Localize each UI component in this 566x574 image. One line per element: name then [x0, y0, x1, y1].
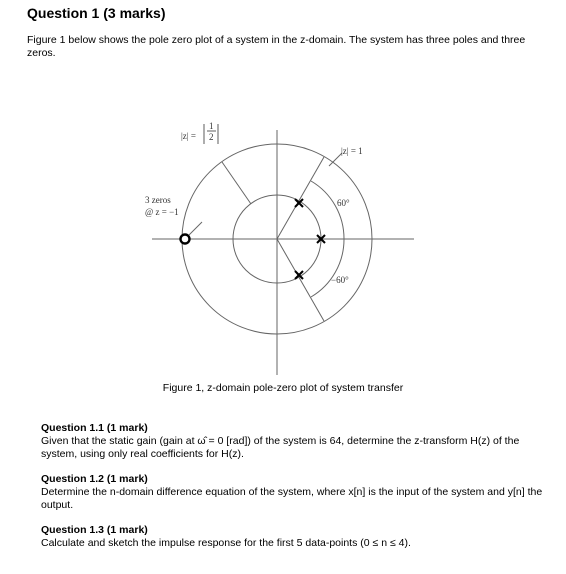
half-circle-label-numerator: 1: [209, 121, 214, 131]
question-1-1-heading: Question 1.1 (1 mark): [41, 422, 148, 434]
angle-label-upper: 60°: [337, 198, 350, 208]
half-circle-label: |z| =: [181, 131, 196, 141]
leader-half-circle: [222, 162, 251, 204]
question-1-3-heading: Question 1.3 (1 mark): [41, 524, 148, 536]
angle-arc-lower: [311, 239, 344, 297]
radial-line-upper: [277, 157, 324, 239]
question-1-3: [41, 524, 546, 550]
question-1-1-text: Given that the static gain (gain at ω̂ = 0 [rad]) of the system is 64, determine the z-transform H(z) of the system, using only real coefficients for H(z).: [41, 435, 520, 460]
question-title: Question 1 (3 marks): [27, 5, 166, 21]
radial-line-lower: [277, 239, 324, 321]
question-1-1: [41, 422, 546, 461]
zero-marker: [181, 235, 190, 244]
angle-label-lower: −60°: [331, 275, 349, 285]
question-1-2-text: Determine the n-domain difference equation of the system, where x[n] is the input of the system and y[n] the output.: [41, 486, 543, 511]
zeros-label-line2: @ z = −1: [145, 207, 179, 217]
zeros-label-line1: 3 zeros: [145, 195, 171, 205]
intro-paragraph: Figure 1 below shows the pole zero plot of a system in the z-domain. The system has three poles and three zeros.: [27, 34, 526, 59]
question-1-2-heading: Question 1.2 (1 mark): [41, 473, 148, 485]
half-circle-label-denominator: 2: [209, 132, 214, 142]
leader-zeros: [189, 222, 202, 235]
question-1-2: [41, 473, 546, 512]
figure-caption: Figure 1, z-domain pole-zero plot of system transfer: [162, 382, 404, 394]
unit-circle-label: |z| = 1: [341, 146, 363, 156]
angle-arc-upper: [311, 181, 344, 239]
question-1-3-text: Calculate and sketch the impulse response for the first 5 data-points (0 ≤ n ≤ 4).: [41, 537, 411, 549]
